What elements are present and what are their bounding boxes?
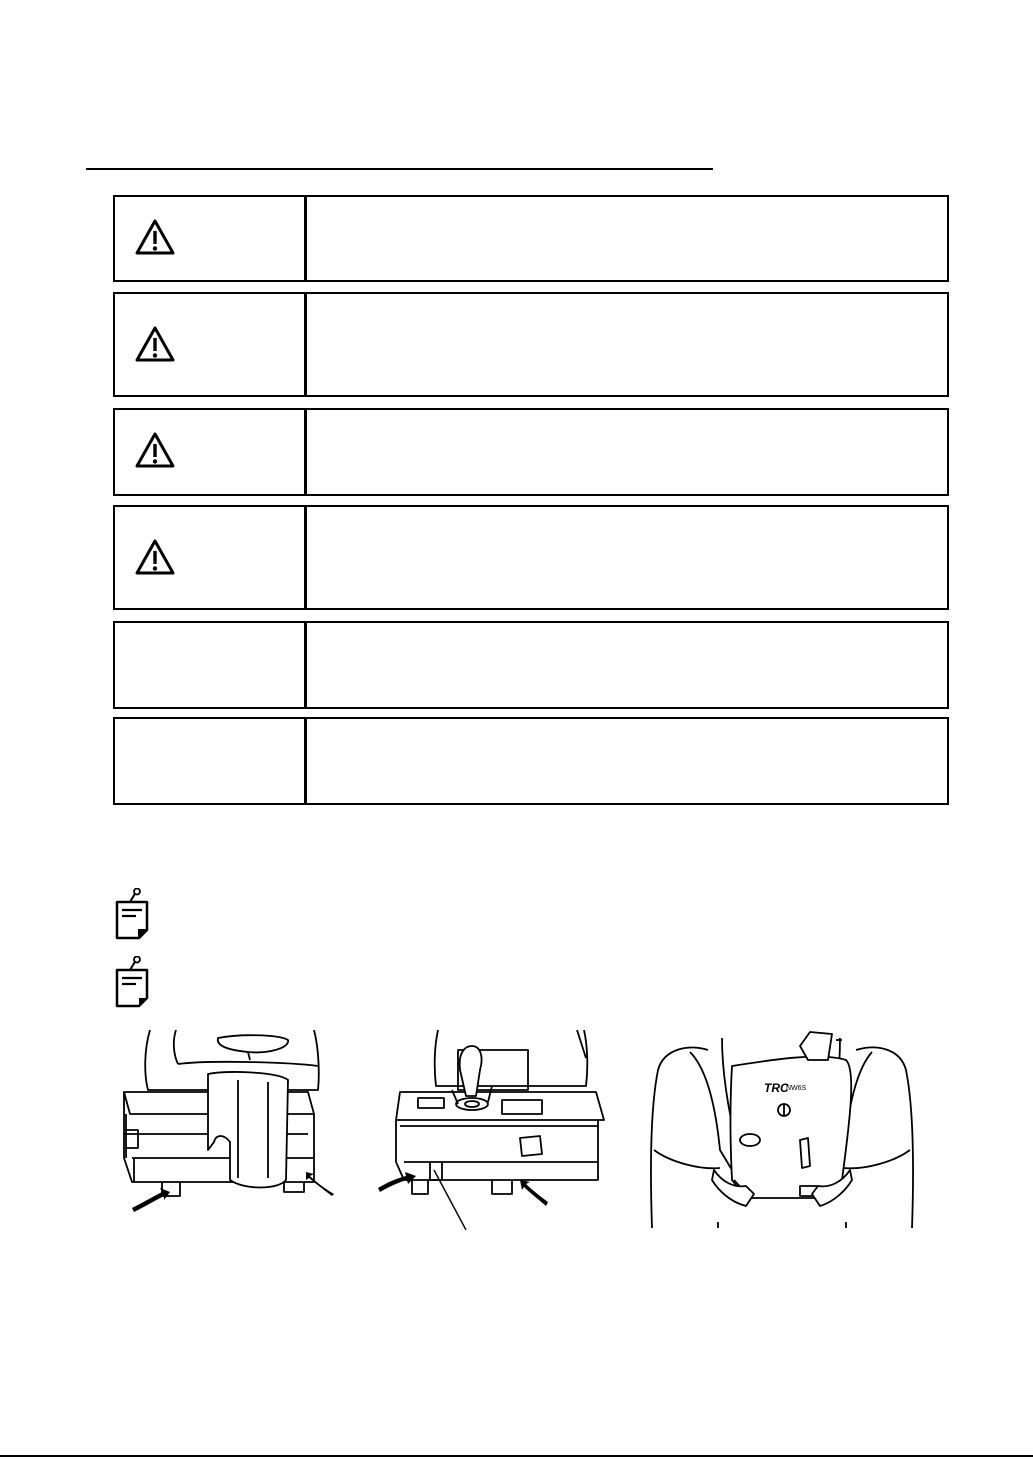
warning-label-cell xyxy=(115,507,307,608)
device-logo-text: TRC xyxy=(764,1081,789,1095)
warning-triangle-icon xyxy=(135,326,175,362)
warning-triangle-icon xyxy=(135,539,175,575)
caution-box-1 xyxy=(113,621,949,709)
heading-underline xyxy=(86,168,713,170)
warning-box-4 xyxy=(113,505,949,610)
page-bottom-rule xyxy=(0,1455,1033,1457)
device-side-illustration xyxy=(118,1030,348,1230)
warning-box-2 xyxy=(113,292,949,397)
warning-box-1 xyxy=(113,195,949,282)
device-model-text: NW6S xyxy=(786,1085,807,1092)
caution-label-cell xyxy=(115,719,307,803)
warning-triangle-icon xyxy=(135,219,175,255)
warning-label-cell xyxy=(115,410,307,494)
warning-label-cell xyxy=(115,294,307,395)
note-icon xyxy=(113,956,151,1008)
caution-box-2 xyxy=(113,717,949,805)
carrying-device-illustration xyxy=(650,1030,915,1228)
note-icon xyxy=(113,888,151,940)
device-front-illustration xyxy=(372,1030,612,1230)
caution-label-cell xyxy=(115,623,307,707)
warning-box-3 xyxy=(113,408,949,496)
warning-label-cell xyxy=(115,197,307,280)
warning-triangle-icon xyxy=(135,432,175,468)
